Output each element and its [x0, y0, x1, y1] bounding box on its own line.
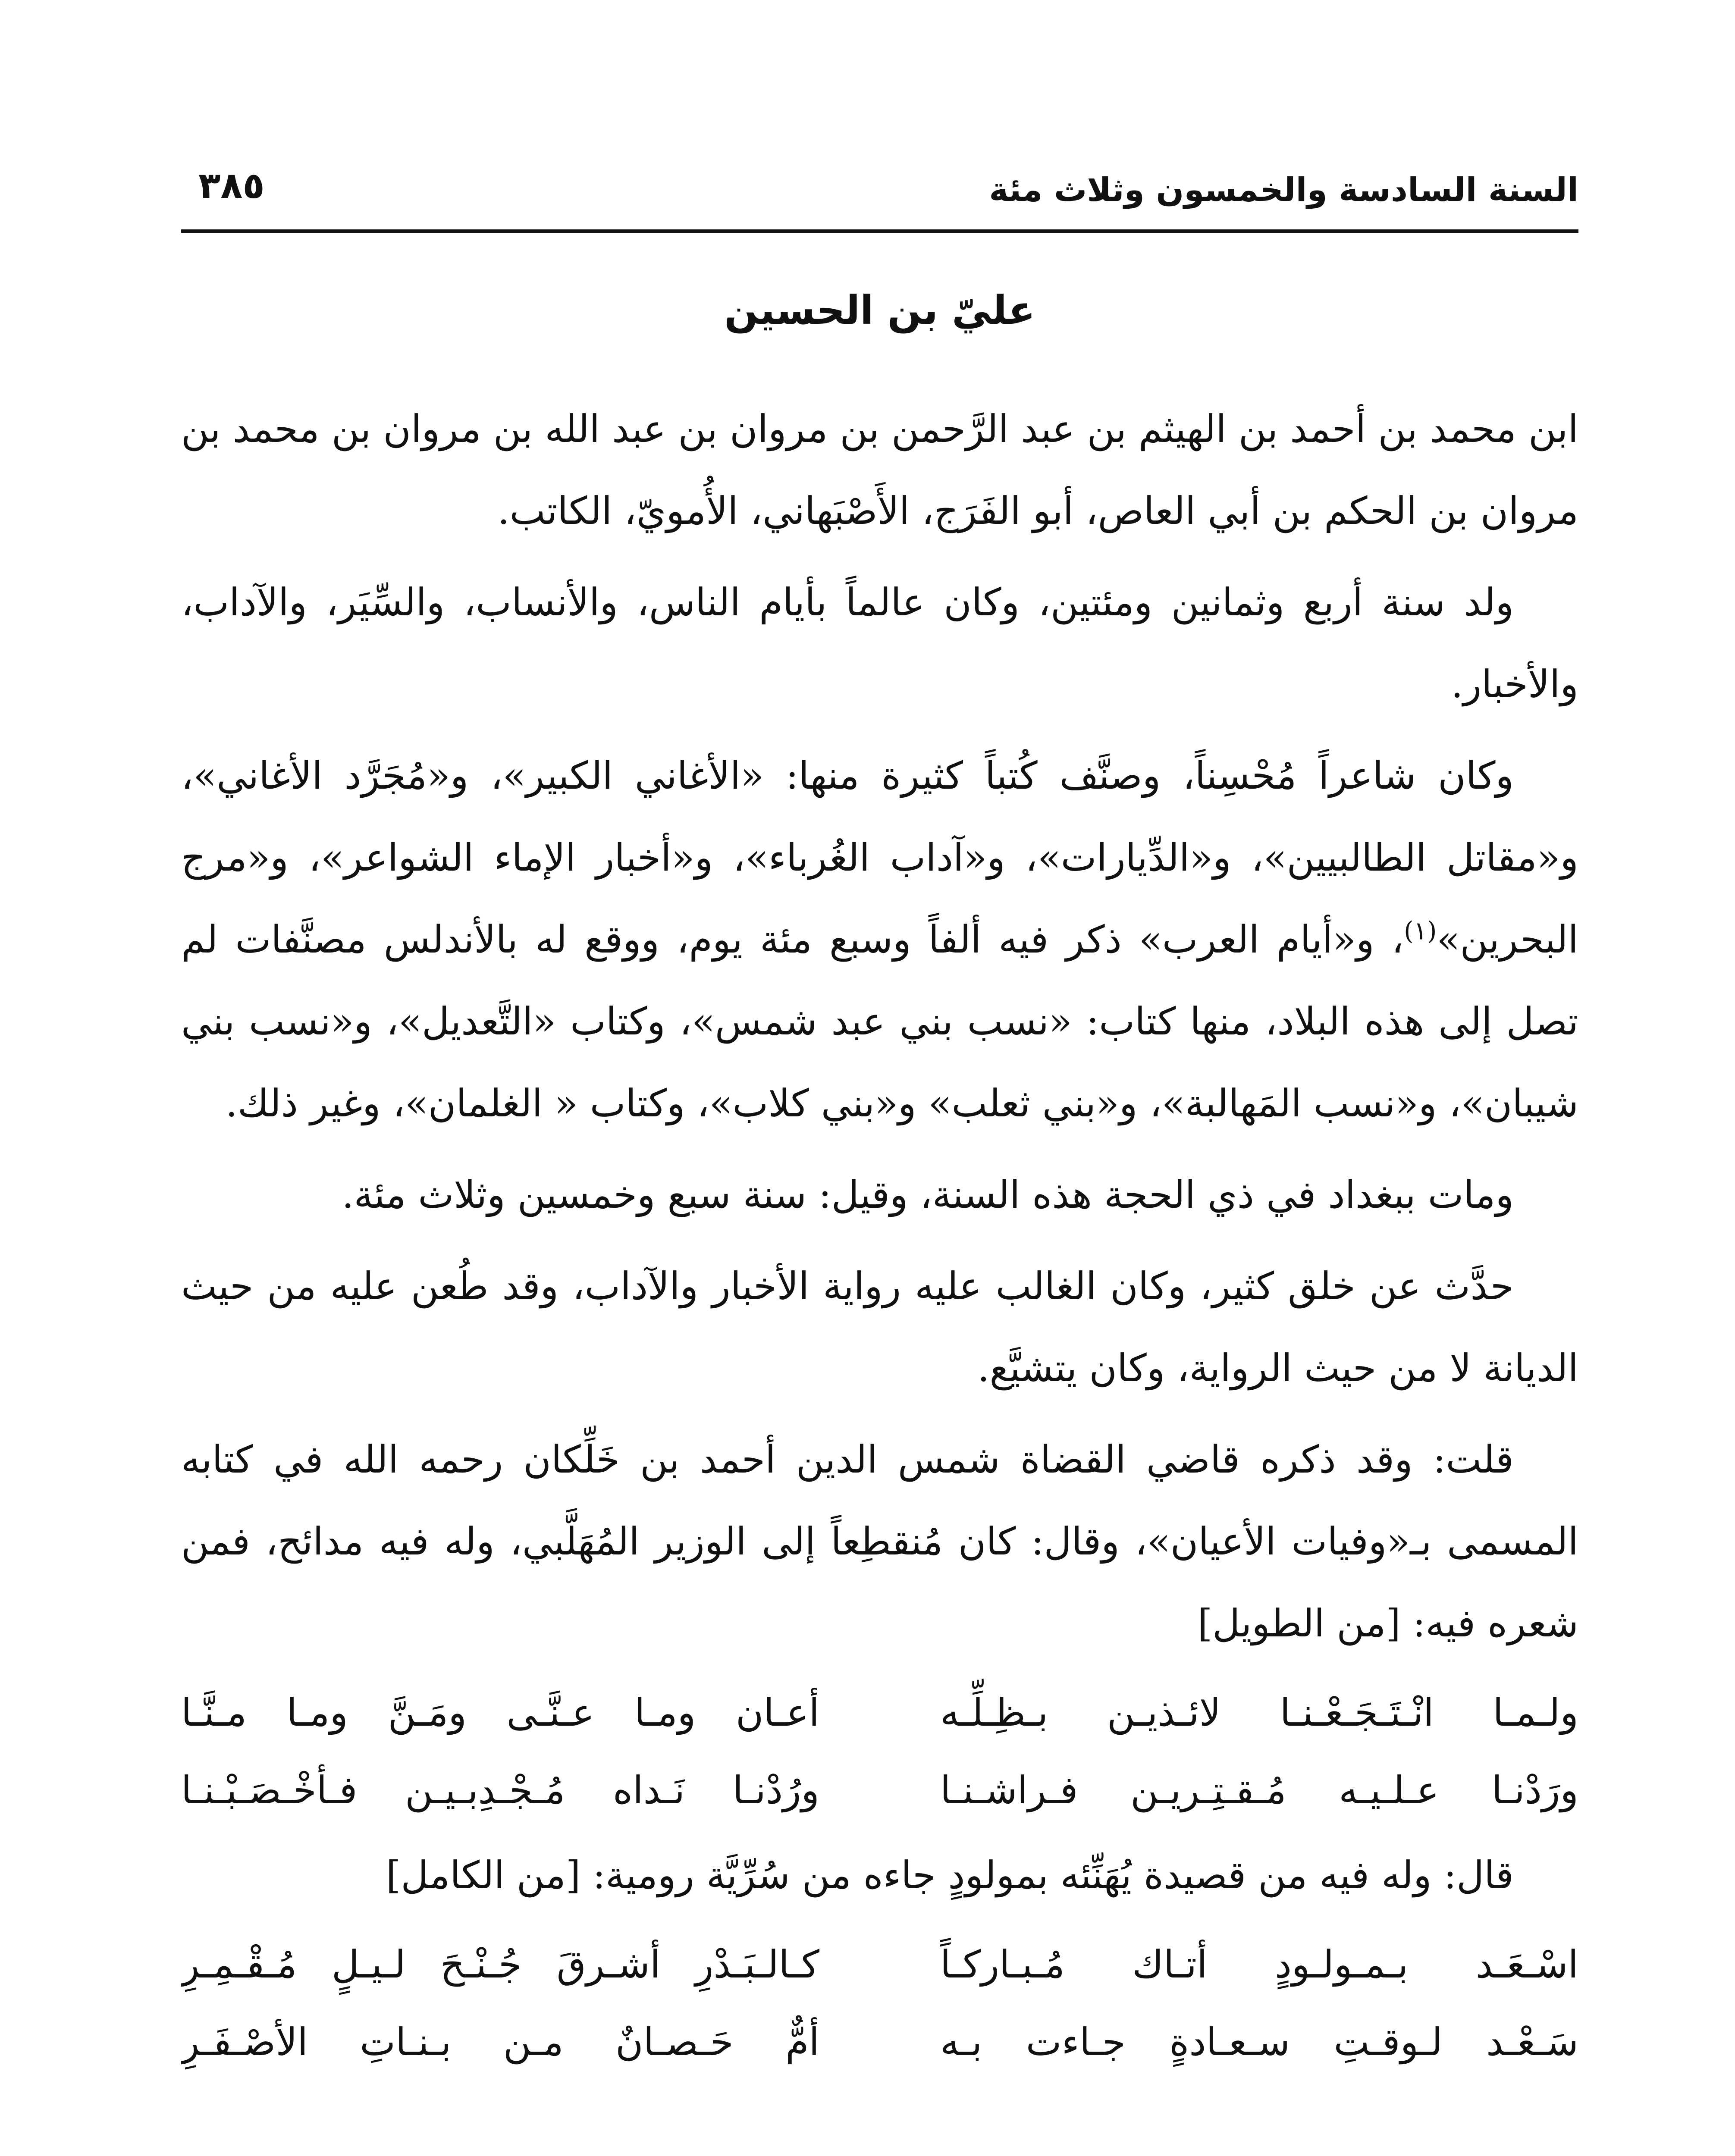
- paragraph-works: [181, 735, 1578, 1144]
- footnote-reference[interactable]: (١): [1404, 916, 1437, 946]
- paragraph-birth: ولد سنة أربع وثمانين ومئتين، وكان عالماً بأيام الناس، والأنساب، والسِّيَر، والآداب، والأخبار.: [181, 580, 1578, 706]
- body-text: [181, 388, 1578, 2086]
- paragraph-works-part2: ، و«أيام العرب» ذكر فيه ألفاً وسبع مئة يوم، ووقع له بالأندلس مصنَّفات لم تصل إلى هذه البلاد، منها كتاب: «نسب بني عبد شمس»، وكتاب «التَّعديل»، و«نسب بني شيبان»، و«نسب المَهالبة»، و«بني ثعلب» و«بني كلاب»، وكتاب « الغلمان»، وغير ذلك.: [181, 917, 1578, 1125]
- poem-tawil: [181, 1674, 1578, 1829]
- poem-kamil-intro: قال: وله فيه من قصيدة يُهَنِّئه بمولودٍ جاءه من سُرِّيَّة رومية: [من الكامل]: [386, 1853, 1514, 1897]
- verse-first-hemistich: اسْـعَـد بـمـولـودٍ أتـاك مُـبـاركـاً: [940, 1942, 1578, 1987]
- header-rule: [181, 229, 1578, 233]
- paragraph-citation: قلت: وقد ذكره قاضي القضاة شمس الدين أحمد بن خَلِّكان رحمه الله في كتابه المسمى بـ«وفيات الأعيان»، وقال: كان مُنقطِعاً إلى الوزير المُهَلَّبي، وله فيه مدائح، فمن شعره فيه: [من الطويل]: [181, 1437, 1578, 1645]
- paragraph-narration: حدَّث عن خلق كثير، وكان الغالب عليه رواية الأخبار والآداب، وقد طُعن عليه من حيث الديانة لا من حيث الرواية، وكان يتشيَّع.: [181, 1264, 1578, 1390]
- section-heading: عليّ بن الحسين: [724, 287, 1035, 333]
- verse: [181, 2003, 1578, 2081]
- verse: [181, 1926, 1578, 2003]
- verse-second-hemistich: أمٌّ حَـصـانٌ مـن بـنـاتِ الأصْـفَـرِ: [181, 2020, 819, 2064]
- verse-first-hemistich: ورَدْنـا عـلـيـه مُـقـتِـريـن فـراشـنـا: [940, 1768, 1578, 1812]
- verse: [181, 1752, 1578, 1829]
- verse-first-hemistich: سَـعْـد لـوقـتِ سـعـادةٍ جـاءت بـه: [940, 2020, 1578, 2064]
- paragraph-works-part1: وكان شاعراً مُحْسِناً، وصنَّف كُتباً كثيرة منها: «الأغاني الكبير»، و«مُجَرَّد الأغاني»، و«مقاتل الطالبيين»، و«الدِّيارات»، و«آداب الغُرباء»، و«أخبار الإماء الشواعر»، و«مرج البحرين»: [181, 753, 1578, 962]
- running-title: السنة السادسة والخمسون وثلاث مئة: [989, 170, 1578, 209]
- poem-kamil: [181, 1926, 1578, 2081]
- verse-second-hemistich: ورُدْنـا نَـداه مُـجْـدِبـيـن فـأخْـصَـبْـنـا: [181, 1768, 819, 1812]
- paragraph-death: ومات ببغداد في ذي الحجة هذه السنة، وقيل: سنة سبع وخمسين وثلاث مئة.: [342, 1172, 1514, 1217]
- verse-first-hemistich: ولـمـا انْـتَـجَـعْـنـا لائـذيـن بـظِـلِّـه: [940, 1690, 1578, 1735]
- paragraph-lineage: ابن محمد بن أحمد بن الهيثم بن عبد الرَّحمن بن مروان بن عبد الله بن مروان بن محمد بن مروان بن الحكم بن أبي العاص، أبو الفَرَج، الأَصْبَهاني، الأُمويّ، الكاتب.: [181, 407, 1578, 533]
- verse-second-hemistich: أعـان ومـا عـنَّـى ومَـنَّ ومـا مـنَّـا: [181, 1690, 819, 1735]
- page-number: ٣٨٥: [198, 164, 265, 207]
- verse-second-hemistich: كـالـبَـدْرِ أشـرقَ جُـنْـحَ لـيـلٍ مُـقْـمِـرِ: [181, 1942, 819, 1987]
- page-header: [181, 160, 1578, 224]
- verse: [181, 1674, 1578, 1752]
